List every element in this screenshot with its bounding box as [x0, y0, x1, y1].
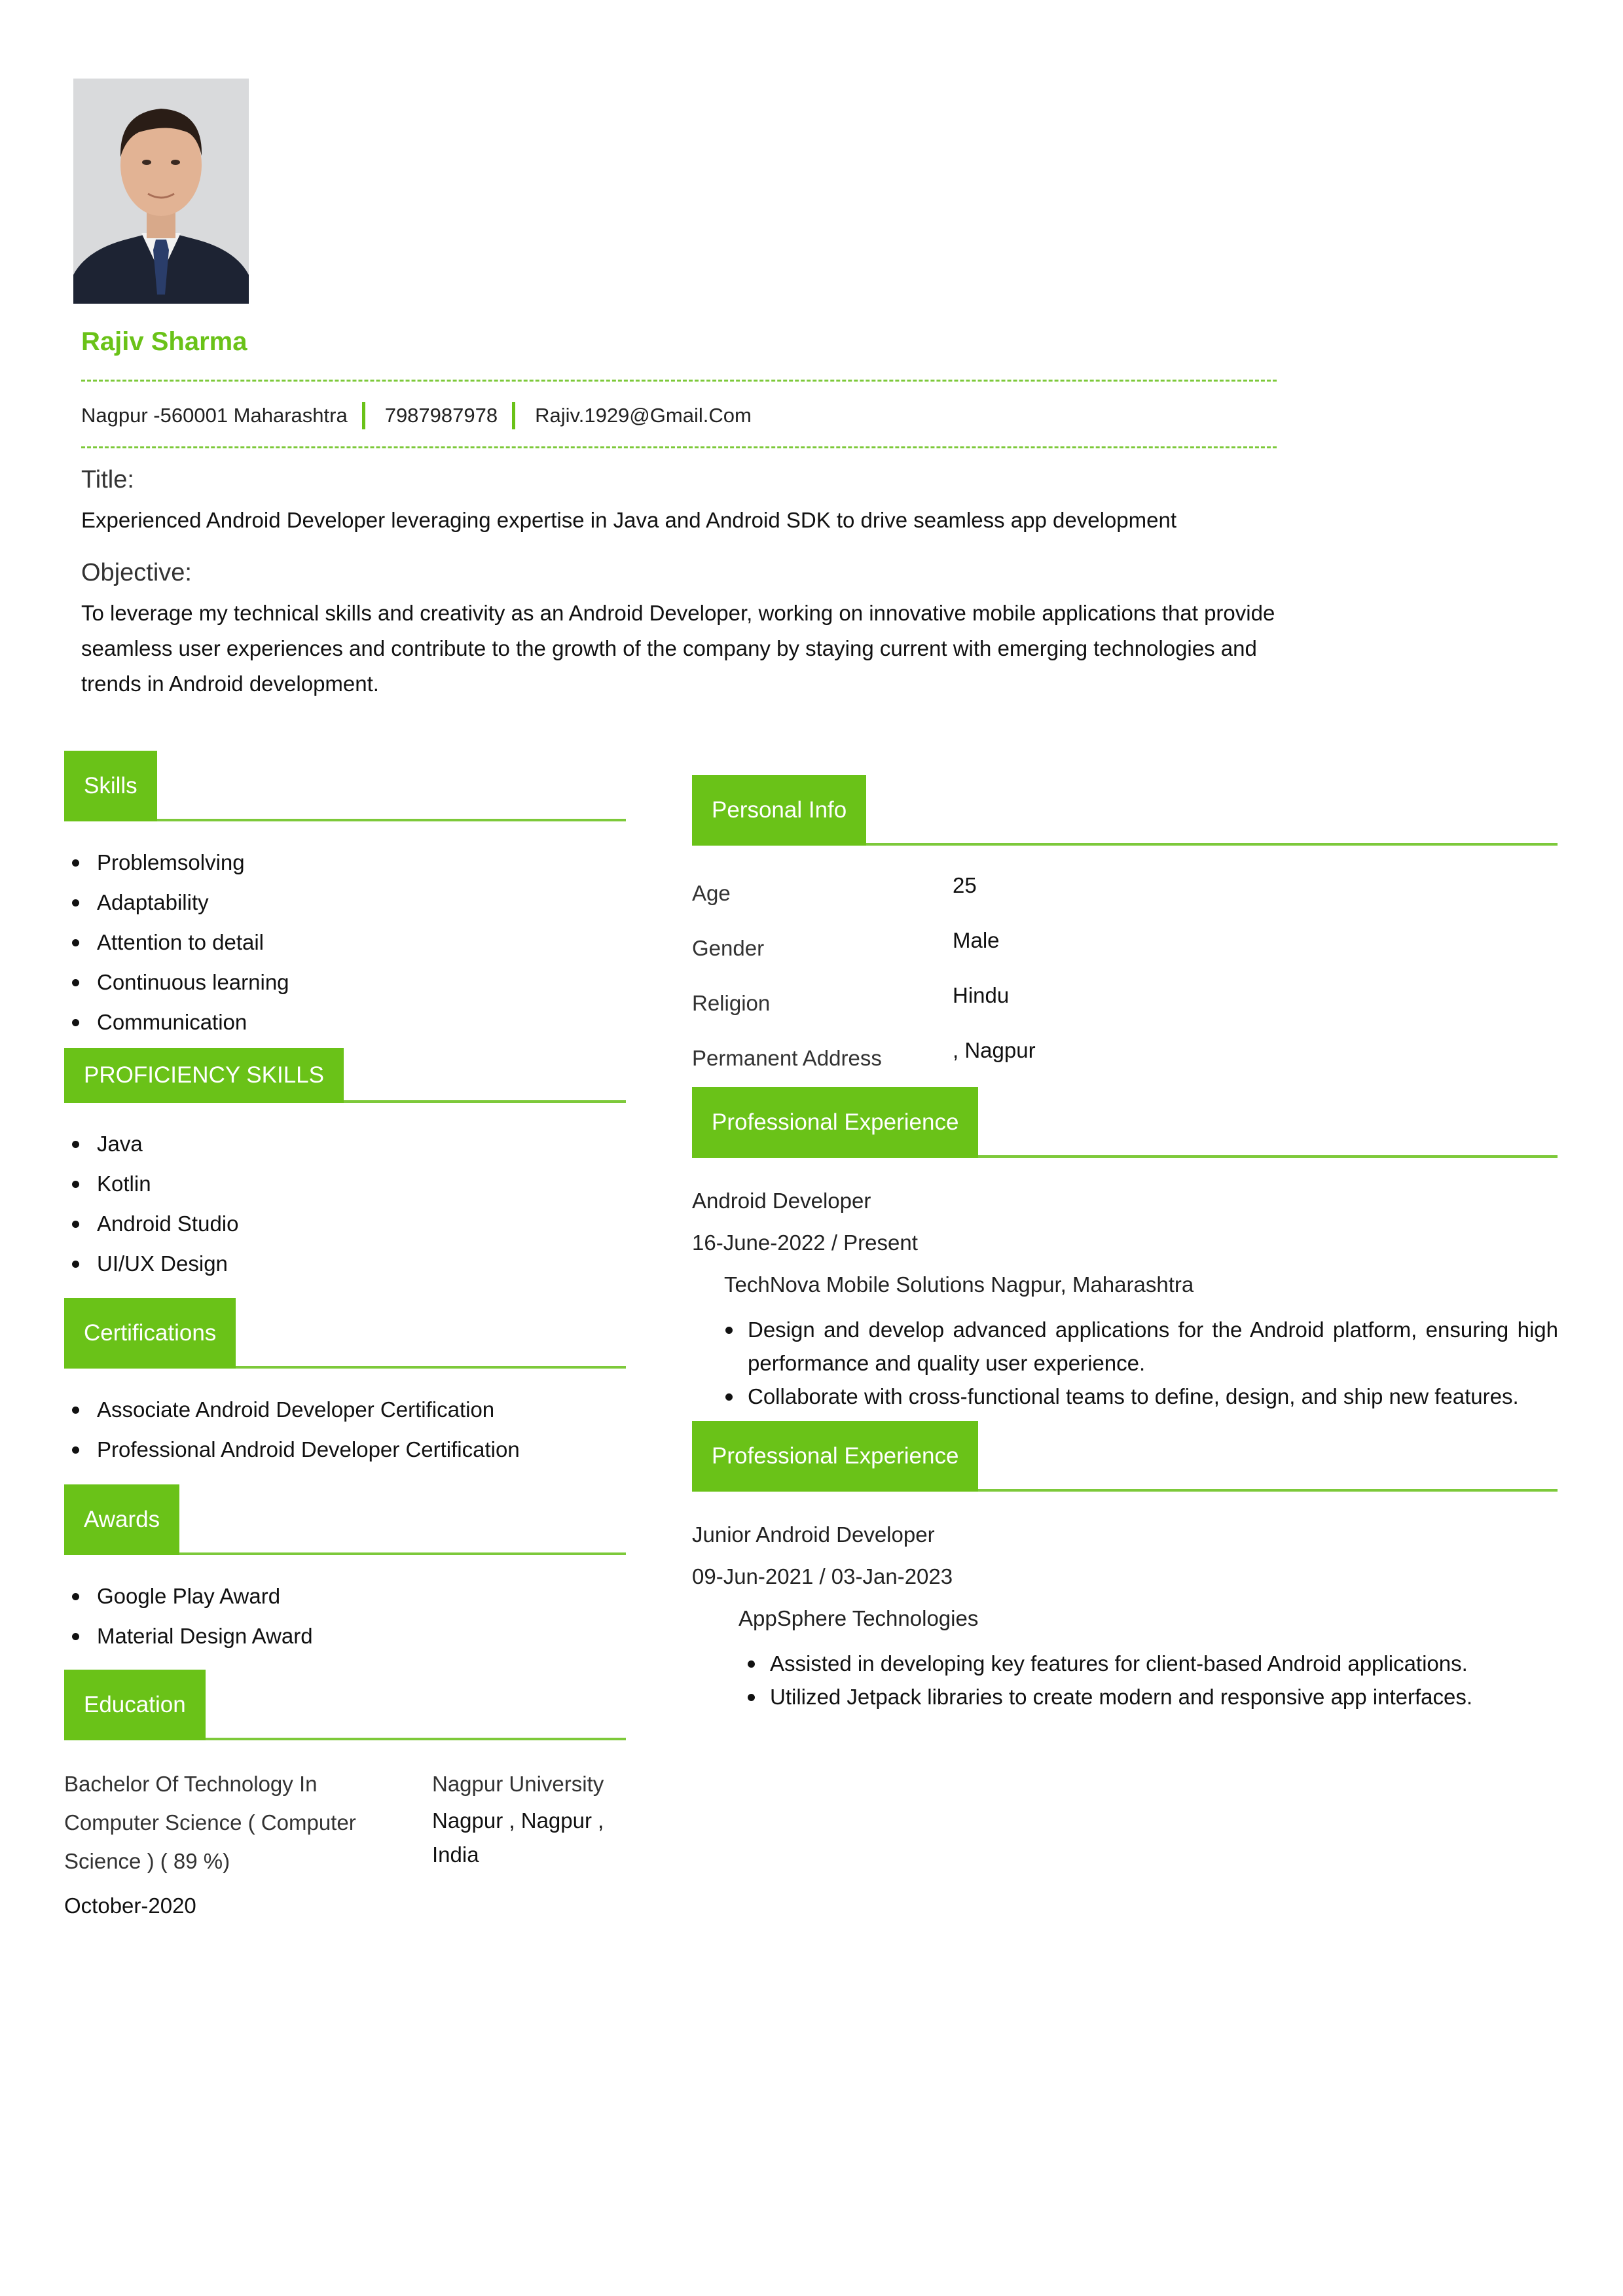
personal-info-heading: Personal Info: [692, 775, 866, 846]
list-item: Communication: [64, 1002, 289, 1042]
address-text: Nagpur -560001 Maharashtra: [81, 404, 348, 427]
info-value: , Nagpur: [953, 1038, 1036, 1062]
experience-heading: Professional Experience: [692, 1421, 978, 1492]
location-line: India: [432, 1842, 479, 1867]
phone-text: 7987987978: [384, 404, 498, 427]
duty-item: Collaborate with cross-functional teams to define, design, and ship new features.: [719, 1380, 1558, 1413]
email-text: Rajiv.1929@Gmail.Com: [535, 404, 752, 427]
list-item: Attention to detail: [64, 922, 289, 962]
list-item: Associate Android Developer Certification: [64, 1390, 520, 1429]
list-item: Java: [64, 1124, 238, 1164]
experience-dates: 09-Jun-2021 / 03-Jan-2023: [692, 1564, 953, 1588]
list-item: Google Play Award: [64, 1576, 313, 1616]
divider-bottom: [81, 446, 1277, 448]
education-degree: [64, 1765, 356, 1880]
list-item: Professional Android Developer Certification: [64, 1429, 520, 1469]
info-key: Permanent Address: [692, 1046, 882, 1070]
experience-company: TechNova Mobile Solutions Nagpur, Maharashtra: [724, 1272, 1194, 1297]
experience-section-header: [692, 1109, 1558, 1158]
experience-role: Android Developer: [692, 1189, 871, 1213]
personal-info-row: [692, 928, 1556, 983]
title-label: Title:: [81, 466, 134, 493]
experience-dates: 16-June-2022 / Present: [692, 1230, 918, 1255]
duty-item: Assisted in developing key features for client-based Android applications.: [741, 1647, 1558, 1680]
skills-heading: Skills: [64, 751, 157, 821]
separator-bar: [362, 402, 365, 429]
info-value: Male: [953, 928, 1000, 952]
title-text: Experienced Android Developer leveraging expertise in Java and Android SDK to drive seamless app development: [81, 508, 1176, 532]
personal-info-row: [692, 873, 1556, 928]
skills-section-header: [64, 773, 626, 821]
experience-role: Junior Android Developer: [692, 1522, 935, 1547]
proficiency-section-header: [64, 1062, 626, 1103]
education-date: October-2020: [64, 1893, 196, 1918]
experience-company: AppSphere Technologies: [739, 1606, 979, 1630]
info-value: 25: [953, 873, 977, 897]
personal-info-table: [692, 873, 1556, 1093]
info-key: Gender: [692, 936, 765, 960]
contact-line: [81, 401, 752, 431]
education-heading: Education: [64, 1670, 206, 1740]
duty-item: Utilized Jetpack libraries to create modern and responsive app interfaces.: [741, 1680, 1558, 1713]
education-university: Nagpur University: [432, 1772, 604, 1796]
personal-info-row: [692, 983, 1556, 1038]
location-line: Nagpur , Nagpur ,: [432, 1808, 604, 1833]
list-item: UI/UX Design: [64, 1244, 238, 1283]
person-portrait-icon: [73, 79, 249, 304]
info-value: Hindu: [953, 983, 1010, 1007]
experience-section-header: [692, 1443, 1558, 1492]
degree-line: Bachelor Of Technology In: [64, 1772, 318, 1796]
proficiency-heading: PROFICIENCY SKILLS: [64, 1048, 344, 1103]
experience-duties: [741, 1647, 1558, 1713]
education-location: [432, 1804, 604, 1872]
education-section-header: [64, 1692, 626, 1740]
degree-line: Computer Science ( Computer: [64, 1810, 356, 1835]
experience-duties: [719, 1313, 1558, 1413]
objective-label: Objective:: [81, 559, 192, 586]
certifications-heading: Certifications: [64, 1298, 236, 1369]
skills-list: [64, 842, 289, 1042]
awards-list: [64, 1576, 313, 1656]
profile-photo: [73, 79, 249, 304]
personal-info-section-header: [692, 797, 1558, 846]
certifications-section-header: [64, 1320, 626, 1369]
list-item: Kotlin: [64, 1164, 238, 1204]
certifications-list: [64, 1390, 520, 1469]
list-item: Problemsolving: [64, 842, 289, 882]
awards-section-header: [64, 1507, 626, 1555]
list-item: Material Design Award: [64, 1616, 313, 1656]
degree-line: Science ) ( 89 %): [64, 1849, 230, 1873]
divider-top: [81, 380, 1277, 382]
candidate-name: Rajiv Sharma: [81, 327, 247, 356]
separator-bar: [512, 402, 515, 429]
personal-info-row: [692, 1038, 1556, 1093]
awards-heading: Awards: [64, 1484, 179, 1555]
objective-text: To leverage my technical skills and creativity as an Android Developer, working on innovative mobile applications that provide seamless user experiences and contribute to the growth of the company by staying current with emerging technologies and trends in Android development.: [81, 601, 1275, 696]
experience-heading: Professional Experience: [692, 1087, 978, 1158]
list-item: Adaptability: [64, 882, 289, 922]
list-item: Android Studio: [64, 1204, 238, 1244]
info-key: Religion: [692, 991, 771, 1015]
info-key: Age: [692, 881, 731, 905]
list-item: Continuous learning: [64, 962, 289, 1002]
proficiency-list: [64, 1124, 238, 1283]
duty-item: Design and develop advanced applications for the Android platform, ensuring high performance and quality user experience.: [719, 1313, 1558, 1380]
